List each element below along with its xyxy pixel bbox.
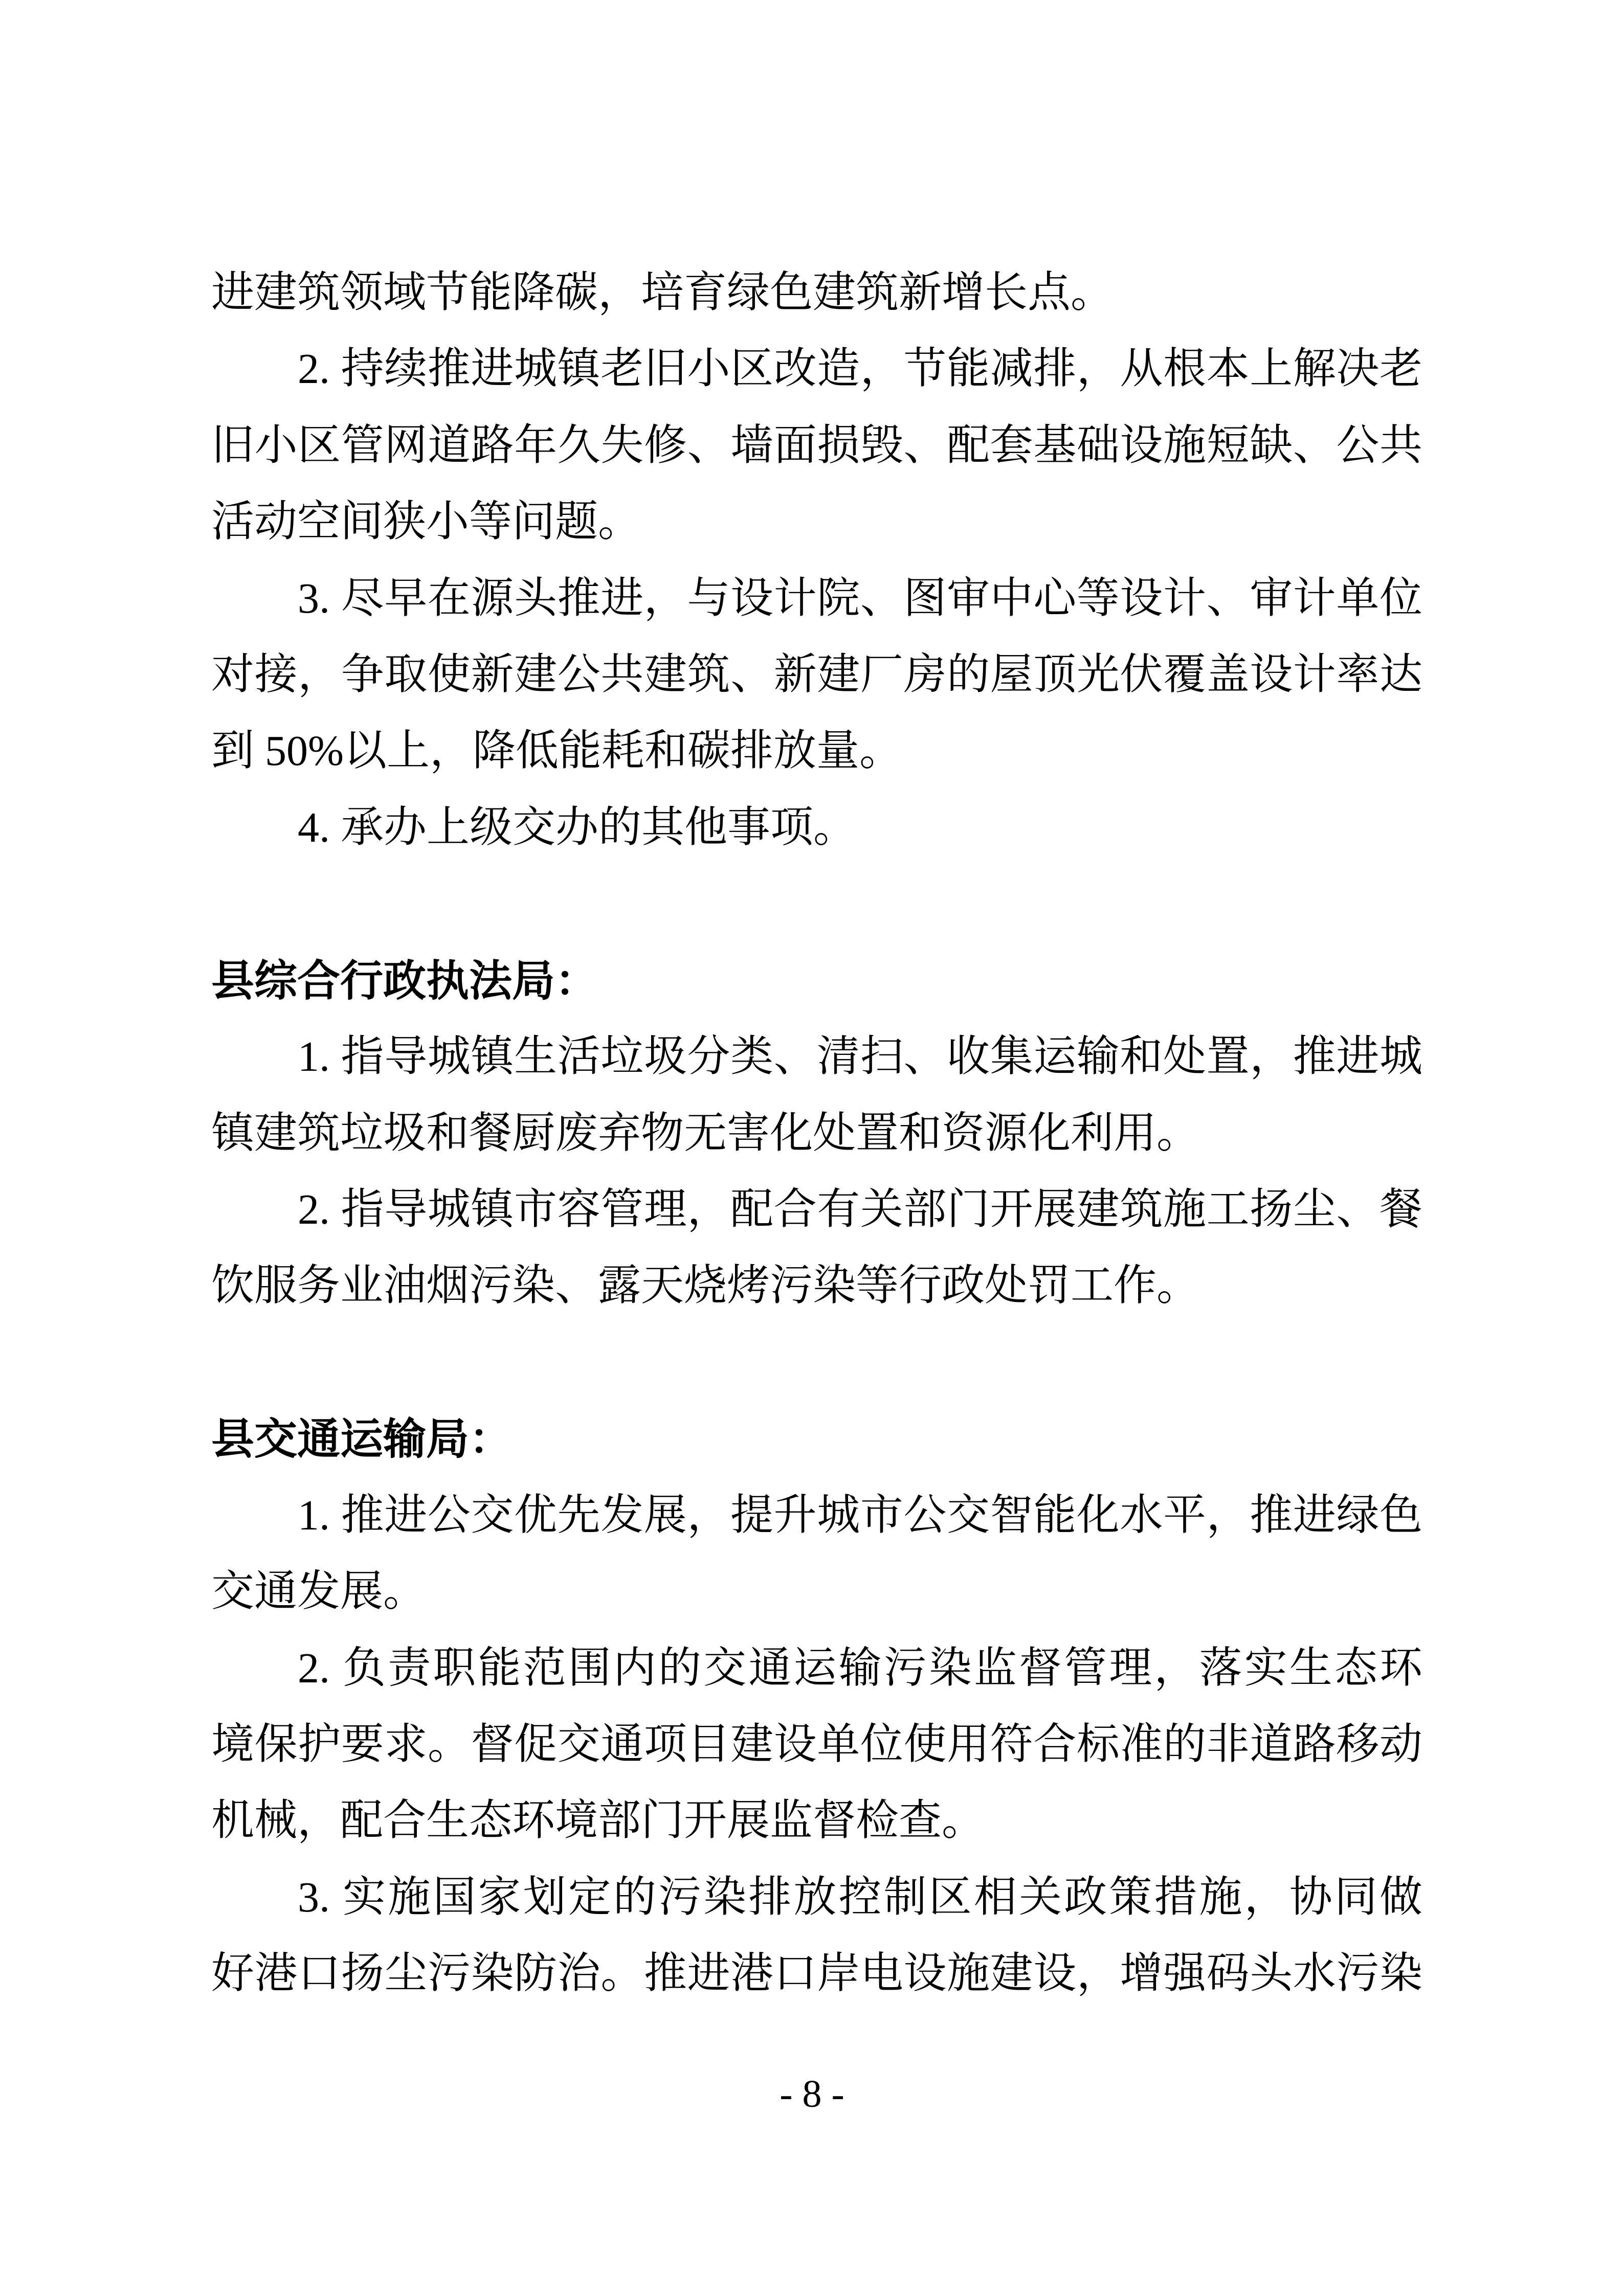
body-line: 旧小区管网道路年久失修、墙面损毁、配套基础设施短缺、公共 xyxy=(211,422,1422,469)
body-line: 2. 持续推进城镇老旧小区改造，节能减排，从根本上解决老 xyxy=(298,345,1422,393)
body-line: 到 50%以上，降低能耗和碳排放量。 xyxy=(211,727,902,775)
body-line: 镇建筑垃圾和餐厨废弃物无害化处置和资源化利用。 xyxy=(211,1110,1200,1157)
page-number: - 8 - xyxy=(780,2073,844,2115)
body-line: 饮服务业油烟污染、露天烧烤污染等行政处罚工作。 xyxy=(211,1262,1200,1310)
body-line: 机械，配合生态环境部门开展监督检查。 xyxy=(211,1797,985,1844)
body-line: 对接，争取使新建公共建筑、新建厂房的屋顶光伏覆盖设计率达 xyxy=(211,651,1422,699)
body-line: 1. 推进公交优先发展，提升城市公交智能化水平，推进绿色 xyxy=(298,1492,1422,1539)
body-line: 进建筑领域节能降碳，培育绿色建筑新增长点。 xyxy=(211,269,1114,317)
body-line: 3. 尽早在源头推进，与设计院、图审中心等设计、审计单位 xyxy=(298,575,1422,622)
section-heading: 县综合行政执法局： xyxy=(211,957,598,1005)
body-line: 交通发展。 xyxy=(211,1568,427,1615)
section-heading: 县交通运输局： xyxy=(211,1415,513,1463)
body-line: 4. 承办上级交办的其他事项。 xyxy=(298,804,857,851)
body-line: 2. 指导城镇市容管理，配合有关部门开展建筑施工扬尘、餐 xyxy=(298,1186,1422,1233)
body-line: 3. 实施国家划定的污染排放控制区相关政策措施，协同做 xyxy=(298,1874,1422,1921)
body-line: 2. 负责职能范围内的交通运输污染监督管理，落实生态环 xyxy=(298,1645,1422,1692)
body-line: 1. 指导城镇生活垃圾分类、清扫、收集运输和处置，推进城 xyxy=(298,1033,1422,1081)
body-line: 活动空间狭小等问题。 xyxy=(211,498,641,546)
body-line: 境保护要求。督促交通项目建设单位使用符合标准的非道路移动 xyxy=(211,1721,1422,1768)
body-line: 好港口扬尘污染防治。推进港口岸电设施建设，增强码头水污染 xyxy=(211,1950,1422,1997)
